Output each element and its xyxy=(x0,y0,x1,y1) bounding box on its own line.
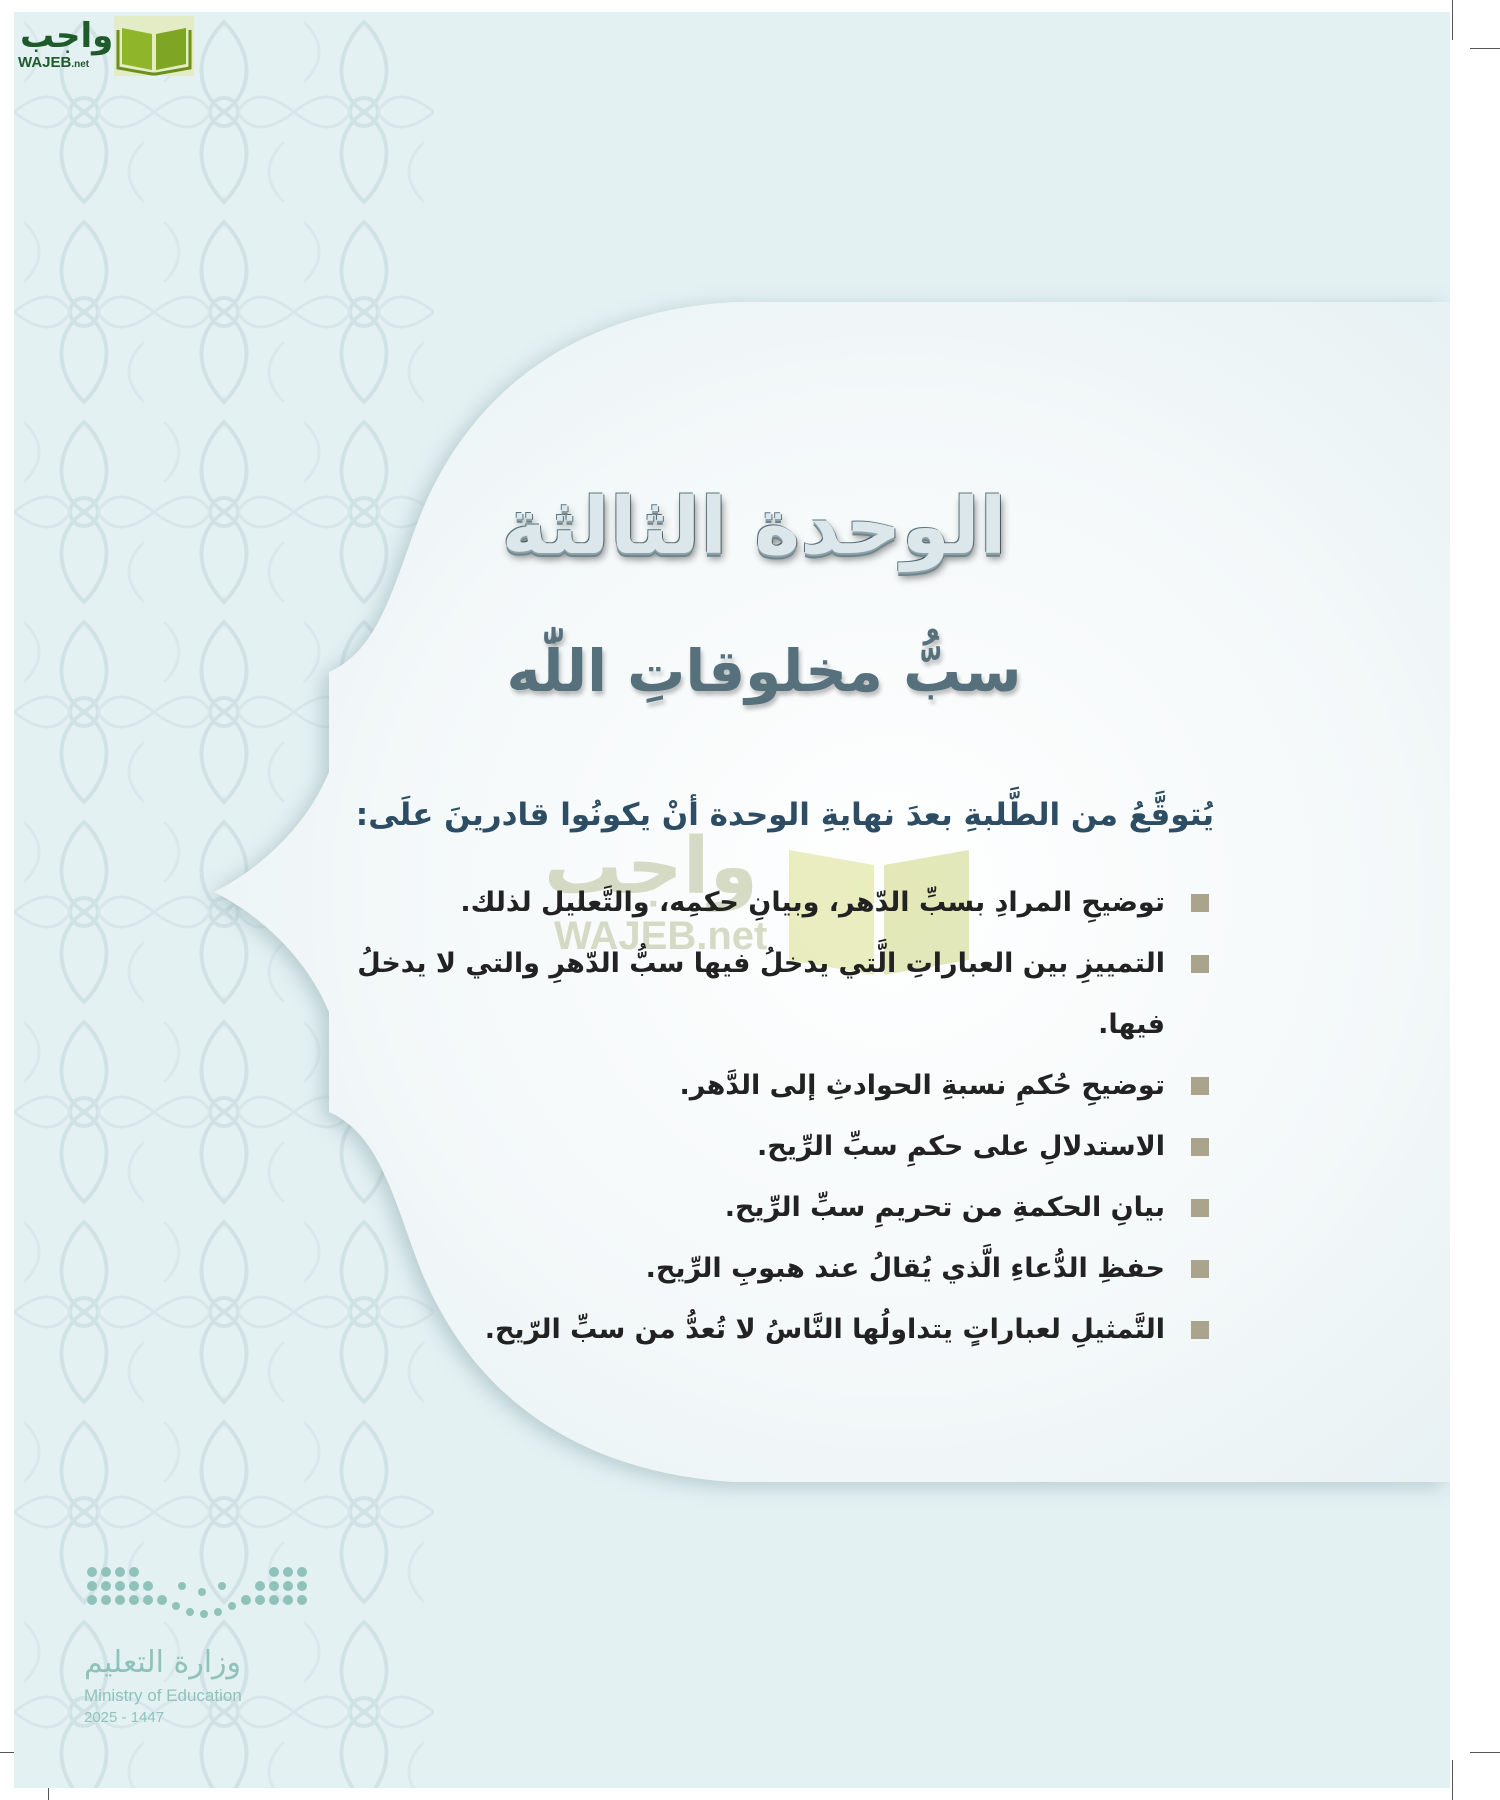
objectives-intro: يُتوقَّعُ من الطَّلبةِ بعدَ نهايةِ الوحدة أنْ يكونُوا قادرينَ علَى: xyxy=(355,797,1214,833)
logo-text-en: WAJEB.net xyxy=(18,54,90,71)
open-book-icon xyxy=(114,16,194,76)
list-item xyxy=(304,1238,1209,1299)
ministry-logo-icon xyxy=(82,1562,312,1642)
objective-text: حفظِ الدُّعاءِ الَّذي يُقالُ عند هبوبِ الرِّيح. xyxy=(645,1253,1165,1284)
watermark-text-ar: واجب xyxy=(544,822,759,912)
list-item xyxy=(304,1299,1209,1360)
square-bullet-icon xyxy=(1191,1199,1209,1217)
objective-text: بيانِ الحكمةِ من تحريمِ سبِّ الرِّيح. xyxy=(724,1192,1165,1223)
objective-text: التَّمثيلِ لعباراتٍ يتداولُها النَّاسُ لا تُعدُّ من سبِّ الرّيح. xyxy=(484,1314,1165,1345)
objective-text: توضيحِ المرادِ بسبِّ الدّهر، وبيانِ حكمِه، والتَّعليل لذلك. xyxy=(460,887,1165,918)
wajeb-logo[interactable] xyxy=(14,16,204,78)
square-bullet-icon xyxy=(1191,1321,1209,1339)
list-item xyxy=(304,933,1209,1055)
crop-mark xyxy=(1452,0,1453,40)
ministry-name-en: Ministry of Education xyxy=(84,1686,242,1705)
crop-mark xyxy=(1470,1752,1500,1753)
crop-mark xyxy=(1452,1760,1453,1800)
square-bullet-icon xyxy=(1191,1077,1209,1095)
square-bullet-icon xyxy=(1191,1138,1209,1156)
unit-subtitle: سبُّ مخلوقاتِ اللّٰه xyxy=(506,637,1022,705)
watermark-text-en: WAJEB.net xyxy=(554,914,768,958)
edition-year: 2025 - 1447 xyxy=(84,1709,165,1726)
objective-text: الاستدلالِ على حكمِ سبِّ الرِّيح. xyxy=(757,1131,1165,1162)
crop-mark xyxy=(1470,48,1500,49)
logo-text-ar: واجب xyxy=(20,16,114,56)
list-item xyxy=(304,1055,1209,1116)
square-bullet-icon xyxy=(1191,955,1209,973)
page xyxy=(14,12,1450,1788)
square-bullet-icon xyxy=(1191,894,1209,912)
objective-text: التمييزِ بين العباراتِ الَّتي يدخلُ فيها سبُّ الدّهرِ والتي لا يدخلُ فيها. xyxy=(357,948,1165,1040)
list-item xyxy=(304,1177,1209,1238)
objective-text: توضيحِ حُكمِ نسبةِ الحوادثِ إلى الدَّهر. xyxy=(679,1070,1165,1101)
ministry-name-ar: وزارة التعليم xyxy=(84,1645,242,1680)
list-item xyxy=(304,1116,1209,1177)
square-bullet-icon xyxy=(1191,1260,1209,1278)
objectives-list xyxy=(304,872,1209,1360)
unit-title: الوحدة الثالثة xyxy=(501,482,1007,572)
list-item xyxy=(304,872,1209,933)
